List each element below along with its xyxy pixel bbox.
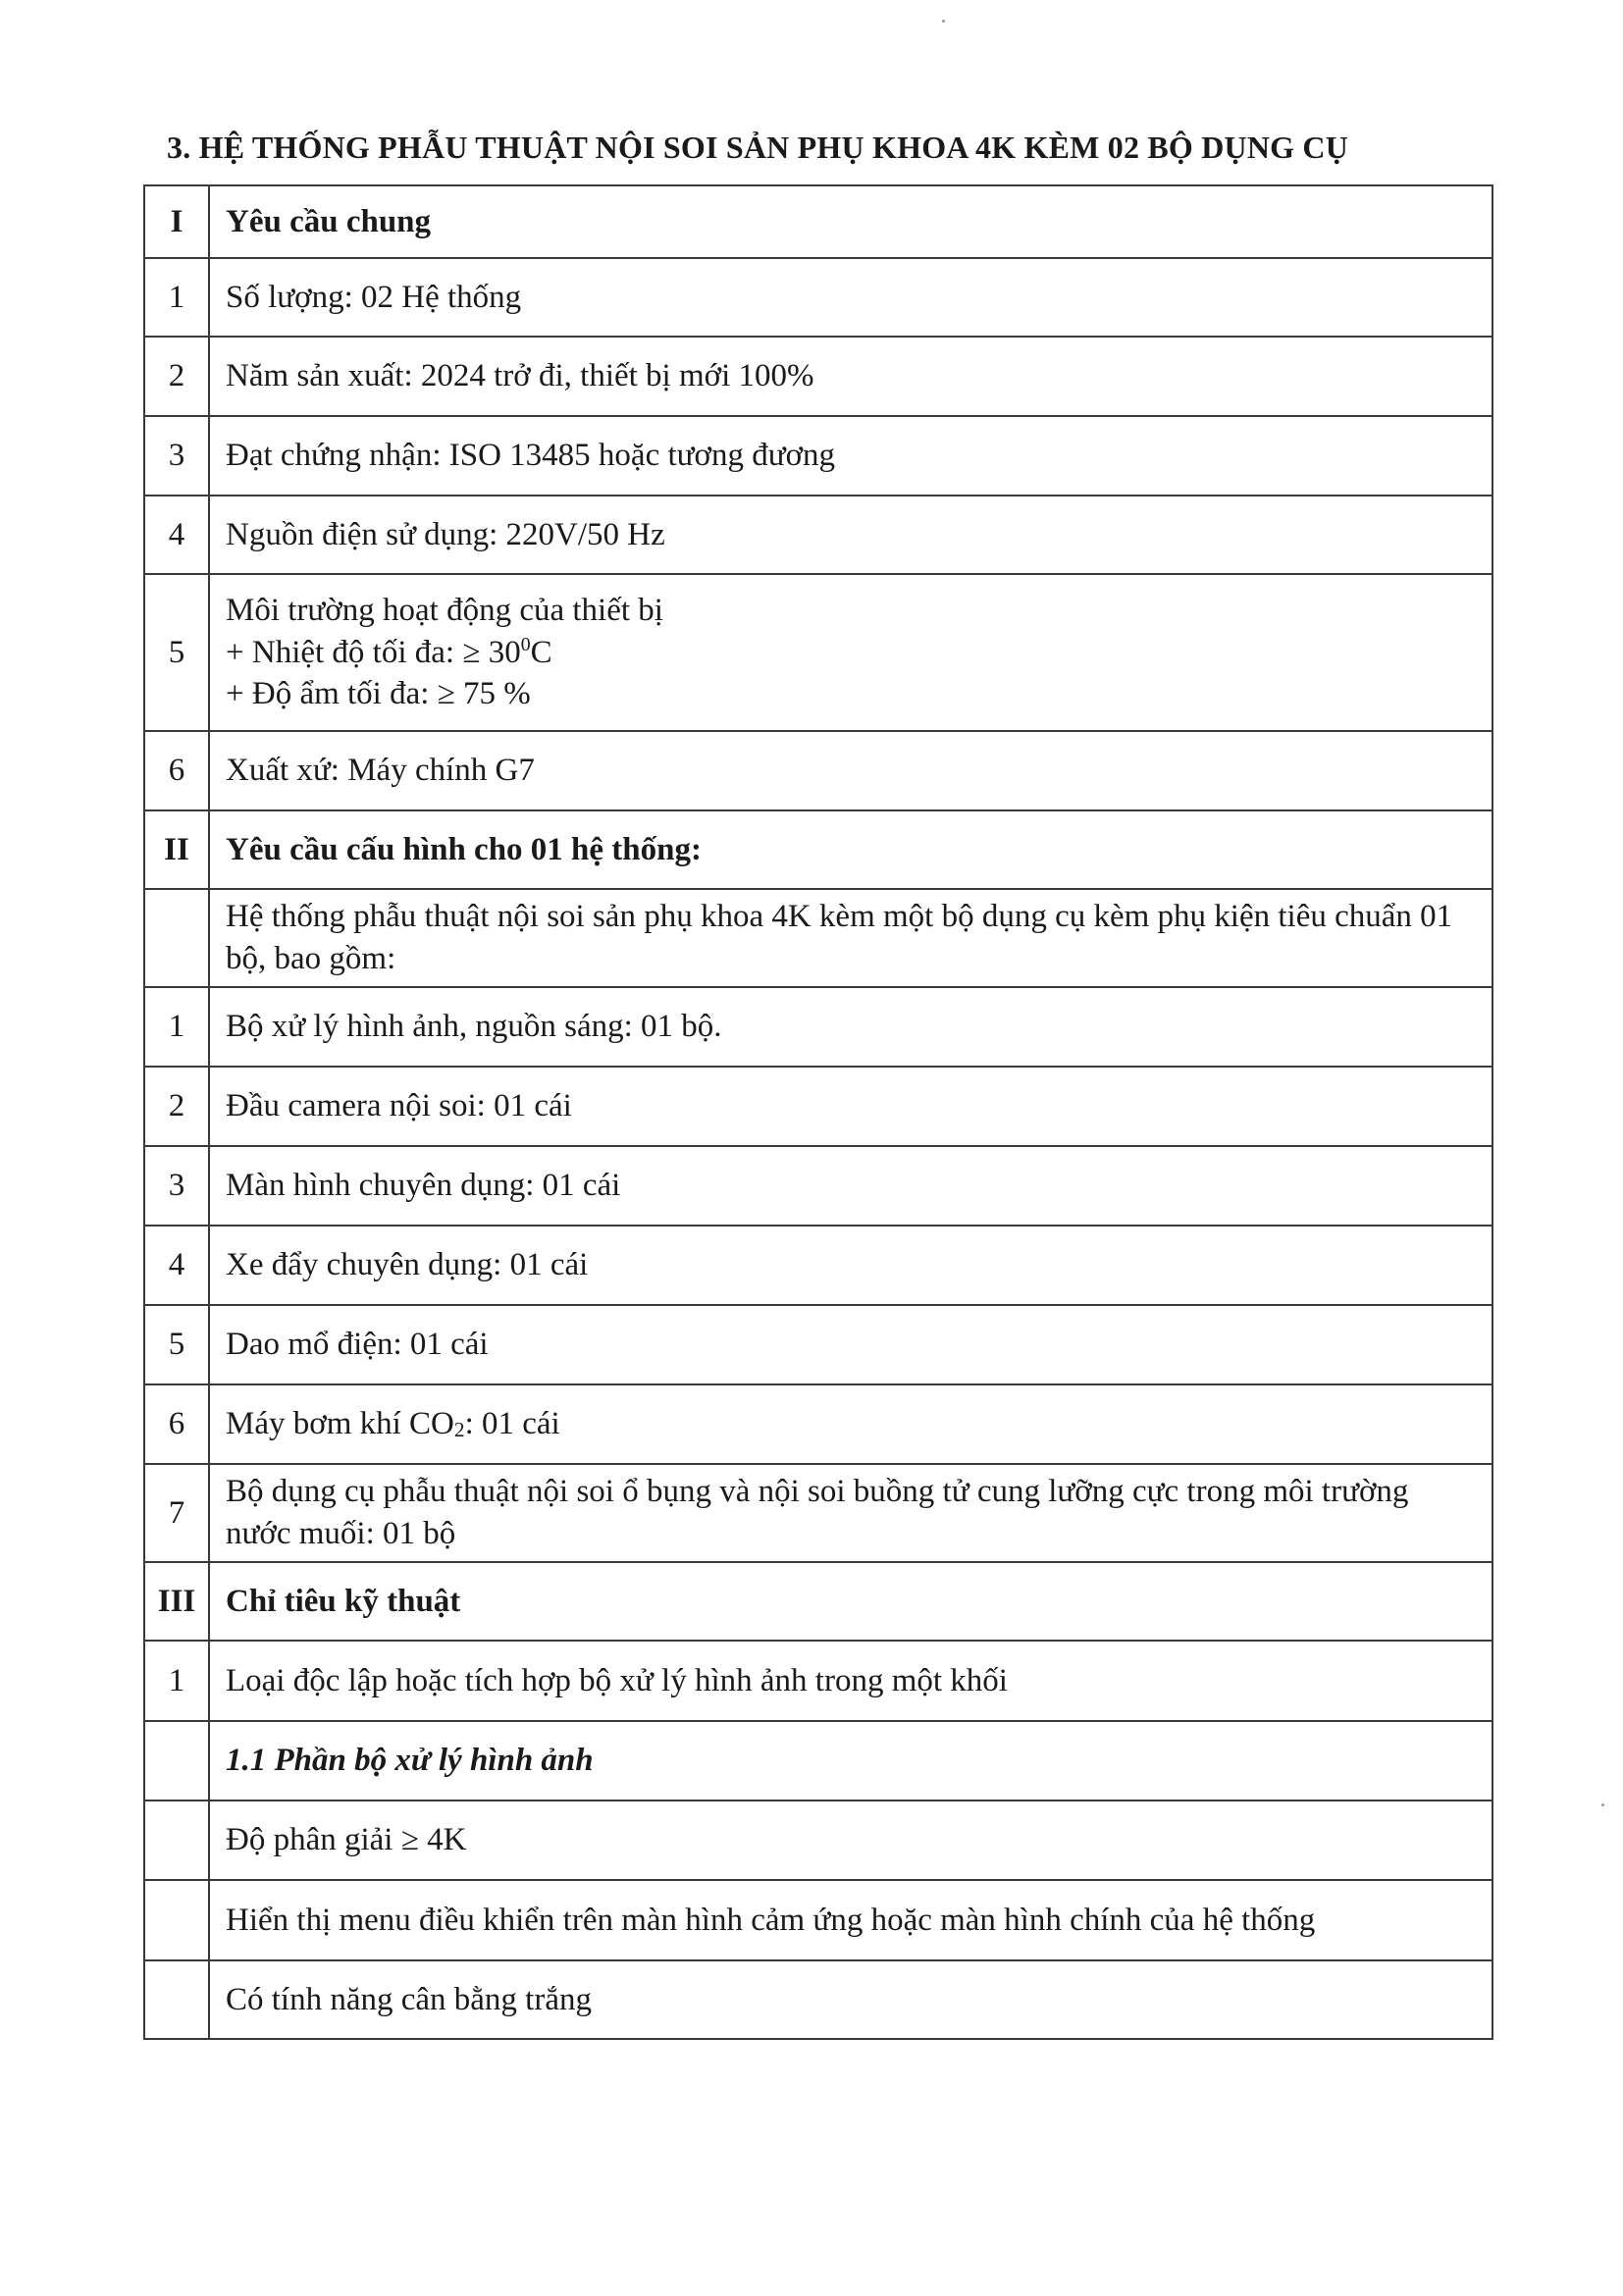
row-number: 2 — [144, 1067, 209, 1146]
table-row — [144, 1067, 1492, 1146]
row-number: 6 — [144, 731, 209, 810]
row-number: II — [144, 810, 209, 889]
row-number: 3 — [144, 416, 209, 496]
row-text: Hệ thống phẫu thuật nội soi sản phụ khoa 4K kèm một bộ dụng cụ kèm phụ kiện tiêu chuẩn 01 bộ, bao gồm: — [209, 889, 1492, 987]
table-row — [144, 1384, 1492, 1464]
table-row-section-header — [144, 1562, 1492, 1641]
table-row — [144, 889, 1492, 987]
row-text: Nguồn điện sử dụng: 220V/50 Hz — [209, 496, 1492, 574]
row-text: Chỉ tiêu kỹ thuật — [209, 1562, 1492, 1641]
table-row — [144, 1146, 1492, 1226]
table-row-multiline — [144, 574, 1492, 731]
row-number — [144, 889, 209, 987]
max-temperature: + Nhiệt độ tối đa: ≥ $30^0C$ — [226, 633, 552, 670]
scan-speck — [1601, 1803, 1604, 1806]
table-row — [144, 1305, 1492, 1384]
row-number — [144, 1880, 209, 1960]
row-number: 1 — [144, 987, 209, 1067]
row-text: Loại độc lập hoặc tích hợp bộ xử lý hình ảnh trong một khối — [209, 1641, 1492, 1721]
row-text: Bộ dụng cụ phẫu thuật nội soi ổ bụng và nội soi buồng tử cung lưỡng cực trong môi trường nước muối: 01 bộ — [209, 1464, 1492, 1562]
environment-heading: Môi trường hoạt động của thiết bị — [226, 592, 663, 628]
table-row-section-header — [144, 185, 1492, 258]
row-number — [144, 1800, 209, 1880]
row-number: 3 — [144, 1146, 209, 1226]
row-number: 5 — [144, 1305, 209, 1384]
row-number: 4 — [144, 496, 209, 574]
table-row-subheading — [144, 1721, 1492, 1800]
row-number: 2 — [144, 337, 209, 416]
table-row — [144, 1464, 1492, 1562]
row-number: 5 — [144, 574, 209, 731]
row-text: Đầu camera nội soi: 01 cái — [209, 1067, 1492, 1146]
table-row — [144, 1226, 1492, 1305]
row-text-operating-environment — [209, 574, 1492, 731]
row-text: Hiển thị menu điều khiển trên màn hình cảm ứng hoặc màn hình chính của hệ thống — [209, 1880, 1492, 1960]
row-number: 1 — [144, 258, 209, 337]
table-row — [144, 416, 1492, 496]
row-number — [144, 1721, 209, 1800]
row-text: Dao mổ điện: 01 cái — [209, 1305, 1492, 1384]
max-humidity: + Độ ẩm tối đa: ≥ 75 % — [226, 676, 531, 712]
row-number: III — [144, 1562, 209, 1641]
row-text: Đạt chứng nhận: ISO 13485 hoặc tương đương — [209, 416, 1492, 496]
row-number: 1 — [144, 1641, 209, 1721]
row-text: Năm sản xuất: 2024 trở đi, thiết bị mới 100% — [209, 337, 1492, 416]
spec-table — [143, 184, 1493, 2040]
table-row — [144, 496, 1492, 574]
table-row — [144, 1880, 1492, 1960]
table-row — [144, 1800, 1492, 1880]
row-number: 7 — [144, 1464, 209, 1562]
row-text: Bộ xử lý hình ảnh, nguồn sáng: 01 bộ. — [209, 987, 1492, 1067]
row-text: Xuất xứ: Máy chính G7 — [209, 731, 1492, 810]
table-row — [144, 1960, 1492, 2039]
row-text-co2-pump: Máy bơm khí CO2: 01 cái — [209, 1384, 1492, 1464]
table-row — [144, 258, 1492, 337]
row-text: Độ phân giải ≥ 4K — [209, 1800, 1492, 1880]
row-text: Yêu cầu chung — [209, 185, 1492, 258]
document-title: 3. HỆ THỐNG PHẪU THUẬT NỘI SOI SẢN PHỤ KHOA 4K KÈM 02 BỘ DỤNG CỤ — [167, 130, 1349, 165]
row-text: Xe đẩy chuyên dụng: 01 cái — [209, 1226, 1492, 1305]
row-text: Màn hình chuyên dụng: 01 cái — [209, 1146, 1492, 1226]
row-text: 1.1 Phần bộ xử lý hình ảnh — [209, 1721, 1492, 1800]
row-text: Có tính năng cân bằng trắng — [209, 1960, 1492, 2039]
table-row — [144, 731, 1492, 810]
row-text: Số lượng: 02 Hệ thống — [209, 258, 1492, 337]
row-number: 4 — [144, 1226, 209, 1305]
table-row — [144, 987, 1492, 1067]
table-row — [144, 337, 1492, 416]
row-number — [144, 1960, 209, 2039]
row-number: 6 — [144, 1384, 209, 1464]
row-text: Yêu cầu cấu hình cho 01 hệ thống: — [209, 810, 1492, 889]
row-number: I — [144, 185, 209, 258]
table-row — [144, 1641, 1492, 1721]
table-row-section-header — [144, 810, 1492, 889]
scan-speck — [942, 20, 945, 23]
